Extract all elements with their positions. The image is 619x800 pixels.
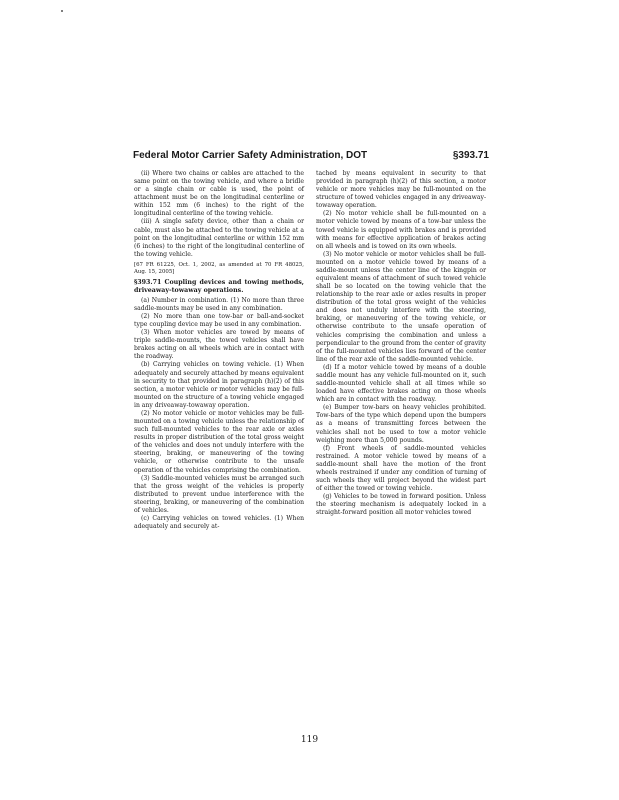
right-column <box>316 170 486 517</box>
scan-speck <box>61 10 63 12</box>
paragraph: (c) Carrying vehicles on towed vehicles. (1) When adequately and securely at- <box>134 514 304 531</box>
header-section-number: §393.71 <box>452 150 489 161</box>
paragraph: (2) No motor vehicle or motor vehicles may be full-mounted on a towing vehicle unless the relationship of such full-mounted vehicles to the rear axle or axles results in proper distribution of the total gross weight of the vehicles and does not unduly interfere with the steering, braking, or maneuvering of the towing vehicle, or otherwise contribute to the unsafe operation of the vehicles comprising the combination. <box>134 409 304 474</box>
paragraph: tached by means equivalent in security to that provided in paragraph (h)(2) of this section, a motor vehicle or more vehicles may be full-mounted on the structure of towed vehicles engaged in any driveaway-towaway operation. <box>316 170 486 210</box>
paragraph: (3) When motor vehicles are towed by means of triple saddle-mounts, the towed vehicles shall have brakes acting on all wheels which are in contact with the roadway. <box>134 329 304 361</box>
paragraph: (ii) Where two chains or cables are attached to the same point on the towing vehicle, and where a bridle or a single chain or cable is used, the point of attachment must be on the longitudinal centerline or within 152 mm (6 inches) to the right of the longitudinal centerline of the towing vehicle. <box>134 170 304 218</box>
paragraph: (d) If a motor vehicle towed by means of a double saddle mount has any vehicle full-mounted on it, such saddle-mounted vehicle shall at all times while so loaded have effective brakes acting on those wheels which are in contact with the roadway. <box>316 363 486 404</box>
paragraph: (2) No more than one tow-bar or ball-and-socket type coupling device may be used in any combination. <box>134 313 304 329</box>
paragraph: (b) Carrying vehicles on towing vehicle. (1) When adequately and securely attached by means equivalent in security to that provided in paragraph (h)(2) of this section, a motor vehicle or motor vehicles may be full-mounted on the structure of a towing vehicle engaged in any driveaway-towaway operation. <box>134 361 304 409</box>
running-header <box>133 150 489 166</box>
paragraph: (f) Front wheels of saddle-mounted vehicles restrained. A motor vehicle towed by means of a saddle-mount shall have the motion of the front wheels restrained if under any condition of turning of such wheels they will project beyond the widest part of either the towed or towing vehicle. <box>316 444 486 493</box>
left-column <box>134 170 304 531</box>
paragraph: (a) Number in combination. (1) No more than three saddle-mounts may be used in any combination. <box>134 296 304 312</box>
paragraph: (e) Bumper tow-bars on heavy vehicles prohibited. Tow-bars of the type which depend upon the bumpers as a means of transmitting forces between the vehicles shall not be used to tow a motor vehicle weighing more than 5,000 pounds. <box>316 404 486 444</box>
citation: [67 FR 61225, Oct. 1, 2002, as amended at 70 FR 48025, Aug. 15, 2005] <box>134 261 304 275</box>
paragraph: (g) Vehicles to be towed in forward position. Unless the steering mechanism is adequately locked in a straight-forward position all motor vehicles towed <box>316 493 486 517</box>
section-heading: §393.71 Coupling devices and towing methods, driveaway-towaway operations. <box>134 278 304 294</box>
page-number: 119 <box>300 735 319 745</box>
paragraph: (3) No motor vehicle or motor vehicles shall be full-mounted on a motor vehicle towed by means of a saddle-mount unless the center line of the kingpin or equivalent means of attachment of such towed vehicle shall be so located on the towing vehicle that the relationship to the rear axle or axles results in proper distribution of the total gross weight of the vehicles and does not unduly interfere with the steering, braking, or maneuvering of the towing vehicle, or otherwise contribute to the unsafe operation of vehicles comprising the combination and unless a perpendicular to the ground from the center of gravity of the full-mounted vehicles lies forward of the center line of the rear axle of the saddle-mounted vehicle. <box>316 250 486 363</box>
paragraph: (3) Saddle-mounted vehicles must be arranged such that the gross weight of the vehicles is properly distributed to prevent undue interference with the steering, braking, or maneuvering of the combination of vehicles. <box>134 474 304 514</box>
paragraph: (iii) A single safety device, other than a chain or cable, must also be attached to the towing vehicle at a point on the longitudinal centerline or within 152 mm (6 inches) to the right of the longitudinal centerline of the towing vehicle. <box>134 218 304 258</box>
header-title: Federal Motor Carrier Safety Administration, DOT <box>133 150 368 161</box>
paragraph: (2) No motor vehicle shall be full-mounted on a motor vehicle towed by means of a tow-bar unless the towed vehicle is equipped with brakes and is provided with means for effective application of brakes acting on all wheels and is towed on its own wheels. <box>316 210 486 250</box>
